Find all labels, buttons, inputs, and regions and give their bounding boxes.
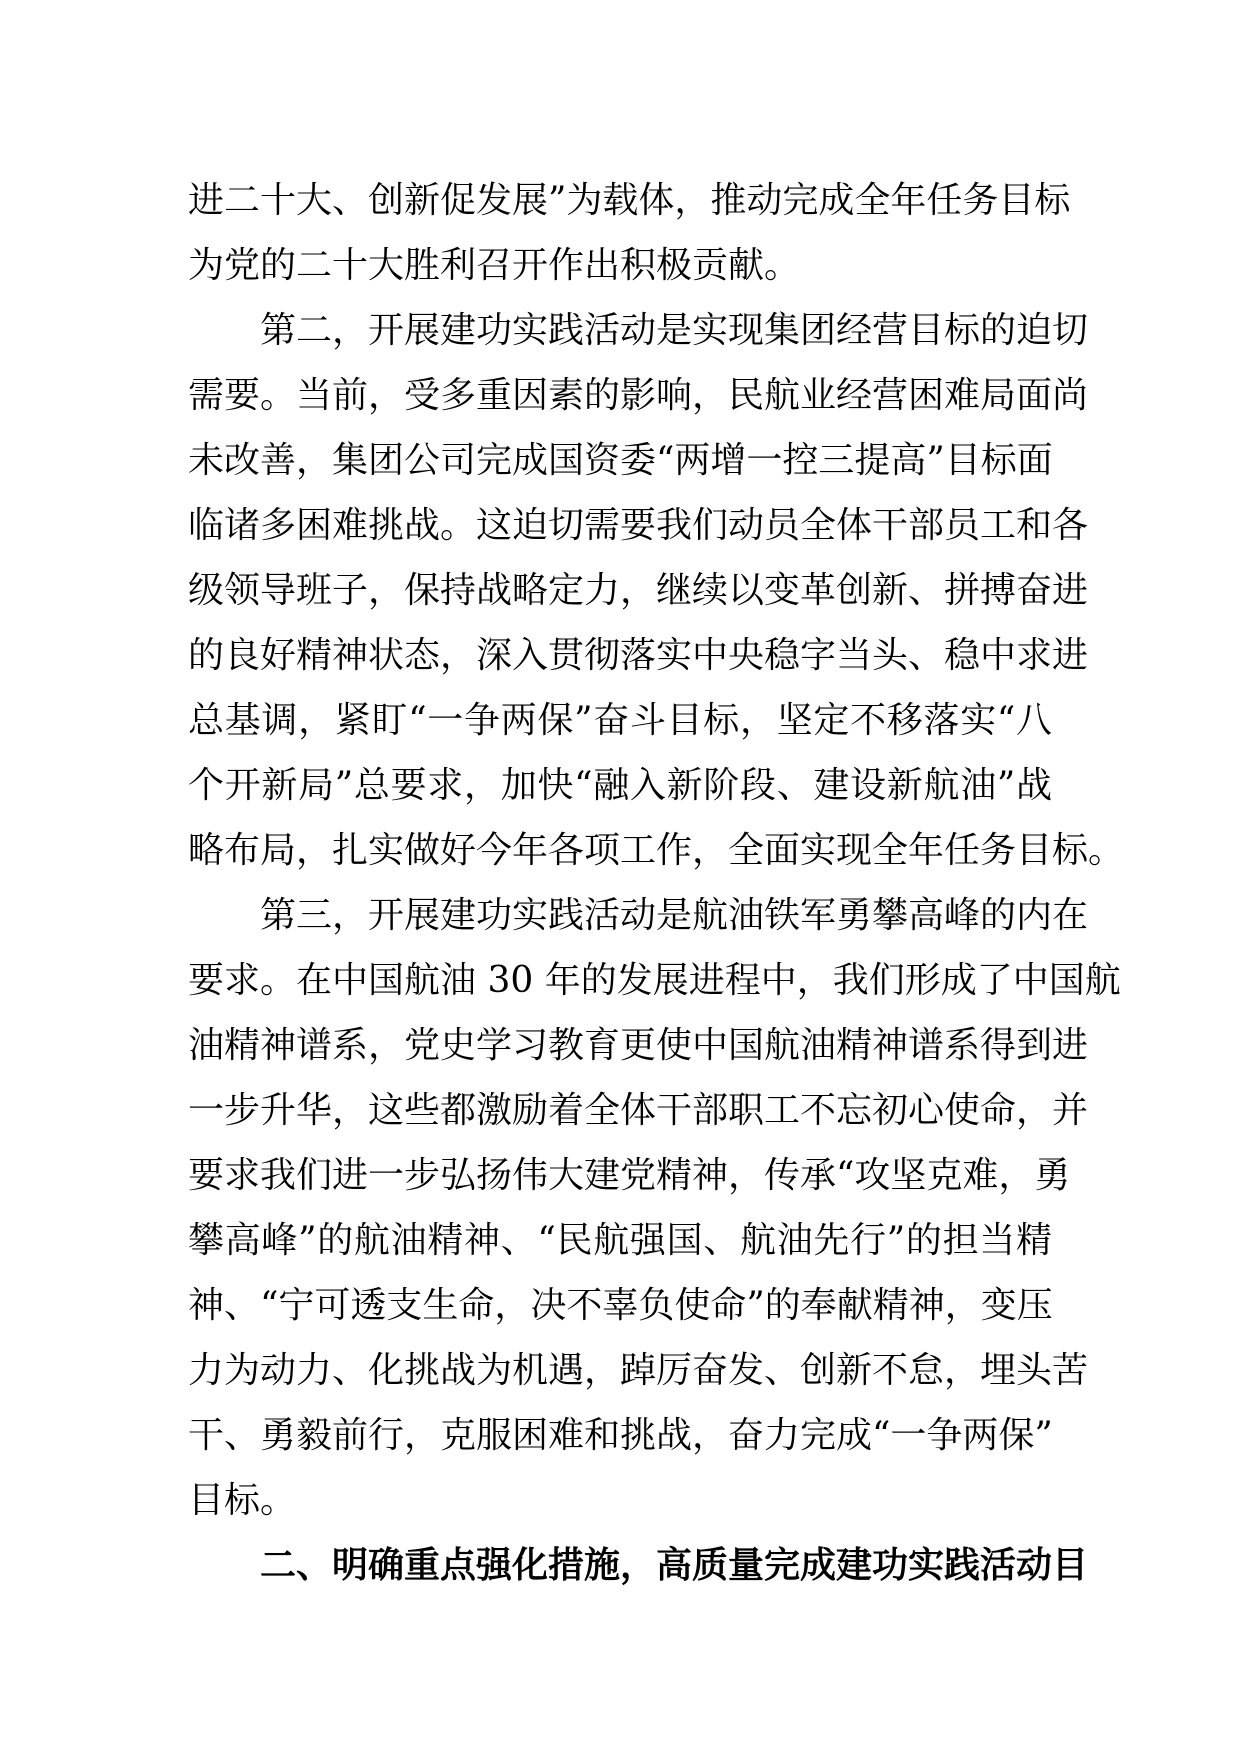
- paragraph-continuation: [188, 168, 1071, 298]
- text-line: 一步升华，这些都激励着全体干部职工不忘初心使命，并: [188, 1090, 1089, 1131]
- text-line: 第二，开展建功实践活动是实现集团经营目标的迫切: [260, 310, 1089, 351]
- document-body: [188, 168, 1125, 1598]
- paragraph-third: [188, 883, 1121, 1533]
- section-heading: [188, 1533, 1089, 1598]
- text-line: 级领导班子，保持战略定力，继续以变革创新、拼搏奋进: [188, 570, 1089, 611]
- text-line: 攀高峰”的航油精神、“民航强国、航油先行”的担当精: [188, 1220, 1052, 1261]
- text-line: 神、“宁可透支生命，决不辜负使命”的奉献精神，变压: [188, 1285, 1053, 1326]
- text-line: 干、勇毅前行，克服困难和挑战，奋力完成“一争两保”: [188, 1415, 1053, 1456]
- text-line: 临诸多困难挑战。这迫切需要我们动员全体干部员工和各: [188, 505, 1089, 546]
- heading-line: 二、明确重点强化措施，高质量完成建功实践活动目: [260, 1545, 1089, 1586]
- text-line: 个开新局”总要求，加快“融入新阶段、建设新航油”战: [188, 765, 1052, 806]
- text-line: 总基调，紧盯“一争两保”奋斗目标，坚定不移落实“八: [188, 700, 1052, 741]
- text-line: 的良好精神状态，深入贯彻落实中央稳字当头、稳中求进: [188, 635, 1089, 676]
- text-line: 略布局，扎实做好今年各项工作，全面实现全年任务目标。: [188, 830, 1125, 871]
- text-line: 进二十大、创新促发展”为载体，推动完成全年任务目标: [188, 180, 1071, 221]
- text-line: 要求我们进一步弘扬伟大建党精神，传承“攻坚克难，勇: [188, 1155, 1071, 1196]
- text-line: 为党的二十大胜利召开作出积极贡献。: [188, 245, 801, 286]
- text-line: 目标。: [188, 1480, 297, 1521]
- paragraph-second: [188, 298, 1125, 883]
- text-line: 未改善，集团公司完成国资委“两增一控三提高”目标面: [188, 440, 1053, 481]
- text-line: 第三，开展建功实践活动是航油铁军勇攀高峰的内在: [260, 895, 1089, 936]
- text-line: 需要。当前，受多重因素的影响，民航业经营困难局面尚: [188, 375, 1089, 416]
- text-line: 油精神谱系，党史学习教育更使中国航油精神谱系得到进: [188, 1025, 1089, 1066]
- text-line: 力为动力、化挑战为机遇，踔厉奋发、创新不怠，埋头苦: [188, 1350, 1089, 1391]
- text-line: 要求。在中国航油 30 年的发展进程中，我们形成了中国航: [188, 960, 1121, 1001]
